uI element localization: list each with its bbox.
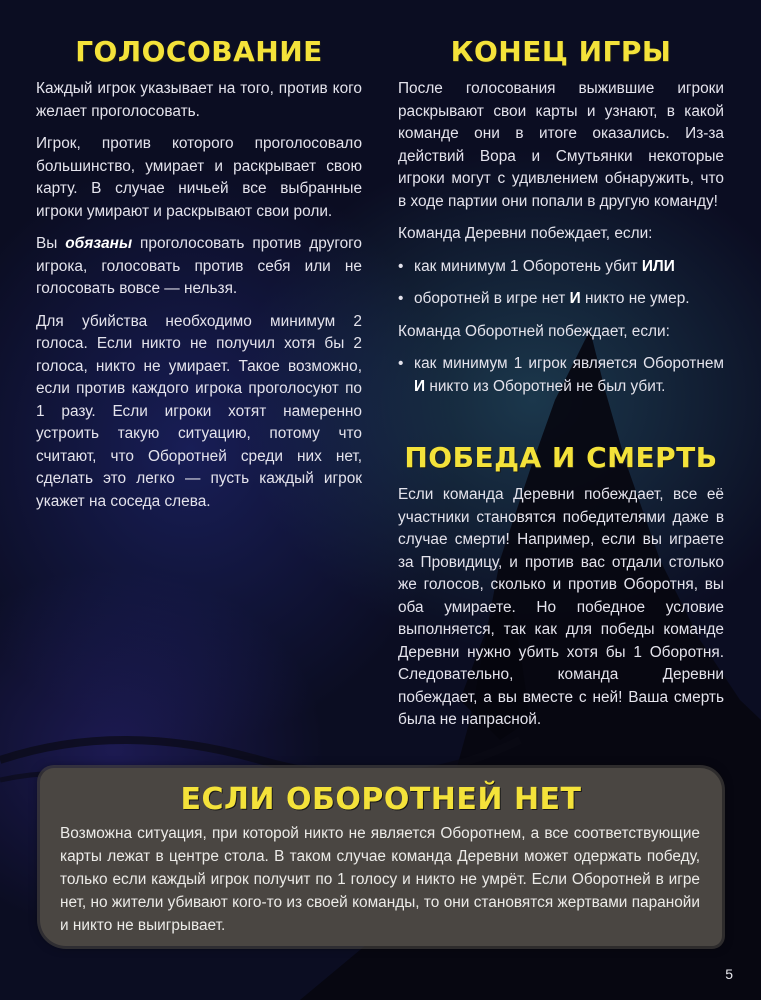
- emphasis-text: И: [569, 290, 581, 307]
- no-werewolves-box: [40, 768, 722, 946]
- victory-death-section: [398, 436, 724, 742]
- bullet-icon: •: [398, 290, 404, 307]
- text-run: оборотней в игре нет: [414, 290, 570, 307]
- wolves-wins-label: Команда Оборотней побеждает, если:: [398, 322, 670, 340]
- bullet-icon: •: [398, 355, 404, 372]
- voting-paragraph: Каждый игрок указывает на того, против кого желает проголосовать.: [36, 80, 362, 120]
- bullet-icon: •: [398, 257, 404, 275]
- end-game-heading: КОНЕЦ ИГРЫ: [450, 35, 672, 68]
- end-game-paragraph: После голосования выжившие игроки раскрывают свои карты и узнают, в какой команде они в итоге оказались. Из-за действий Вора и Смутьянки некоторые игроки могут с удивлением обнаружить, что в ходе партии они попали в другую команду!: [398, 80, 724, 210]
- emphasis-text: ИЛИ: [641, 257, 675, 275]
- voting-paragraph: Для убийства необходимо минимум 2 голоса. Если никто не получил хотя бы 2 голоса, никто не умирает. Такое возможно, если против каждого игрока проголосуют по 1 разу. Если игроки хотят намеренно устроить такую ситуацию, потому что считают, что Оборотней среди них нет, сделать это легко — пусть каждый игрок укажет на соседа слева.: [36, 312, 362, 510]
- text-run: проголосовать против другого игрока, голосовать против себя или не голосовать вовсе — нельзя.: [36, 235, 362, 297]
- emphasis-text: обязаны: [65, 235, 133, 252]
- voting-paragraph: Игрок, против которого проголосовало большинство, умирает и раскрывает свою карту. В случае ничьей все выбранные игроки умирают и раскрывают свои роли.: [36, 135, 362, 220]
- voting-heading: ГОЛОСОВАНИЕ: [75, 35, 323, 68]
- end-game-section: [398, 30, 724, 408]
- text-run: никто из Оборотней не был убит.: [425, 377, 666, 395]
- victory-death-heading: ПОБЕДА И СМЕРТЬ: [404, 441, 718, 474]
- text-run: как минимум 1 игрок является Оборотнем: [414, 355, 724, 372]
- text-run: как минимум 1 Оборотень убит: [414, 257, 642, 275]
- list-item: [398, 353, 724, 398]
- victory-death-paragraph: Если команда Деревни побеждает, все её участники становятся победителями даже в случае смерти! Например, если вы играете за Провидицу, и против вас отдали столько же голосов, сколько и против Оборотня, вы оба умираете. Но победное условие выполняется, так как для победы команде Деревни нужно убить хотя бы 1 Оборотня. Следовательно, команда Деревни побеждает, а вы вместе с ней! Ваша смерть была не напрасной.: [398, 486, 724, 728]
- list-item: [398, 256, 724, 279]
- list-item: [398, 288, 724, 311]
- page-number: 5: [725, 966, 733, 982]
- text-run: никто не умер.: [580, 290, 690, 307]
- no-werewolves-heading: ЕСЛИ ОБОРОТНЕЙ НЕТ: [180, 782, 582, 817]
- village-wins-label: Команда Деревни побеждает, если:: [398, 225, 653, 242]
- voting-section: [36, 30, 362, 523]
- no-werewolves-text: Возможна ситуация, при которой никто не является Оборотнем, а все соответствующие карты лежат в центре стола. В таком случае команда Деревни может одержать победу, только если каждый игрок получит по 1 голосу и никто не умрёт. Если Оборотней в игре нет, но жители убивают кого-то из своей команды, то они становятся жертвами паранойи и никто не выигрывает.: [60, 825, 700, 934]
- text-run: Вы: [36, 235, 66, 252]
- voting-paragraph: [36, 233, 362, 301]
- emphasis-text: И: [414, 377, 426, 395]
